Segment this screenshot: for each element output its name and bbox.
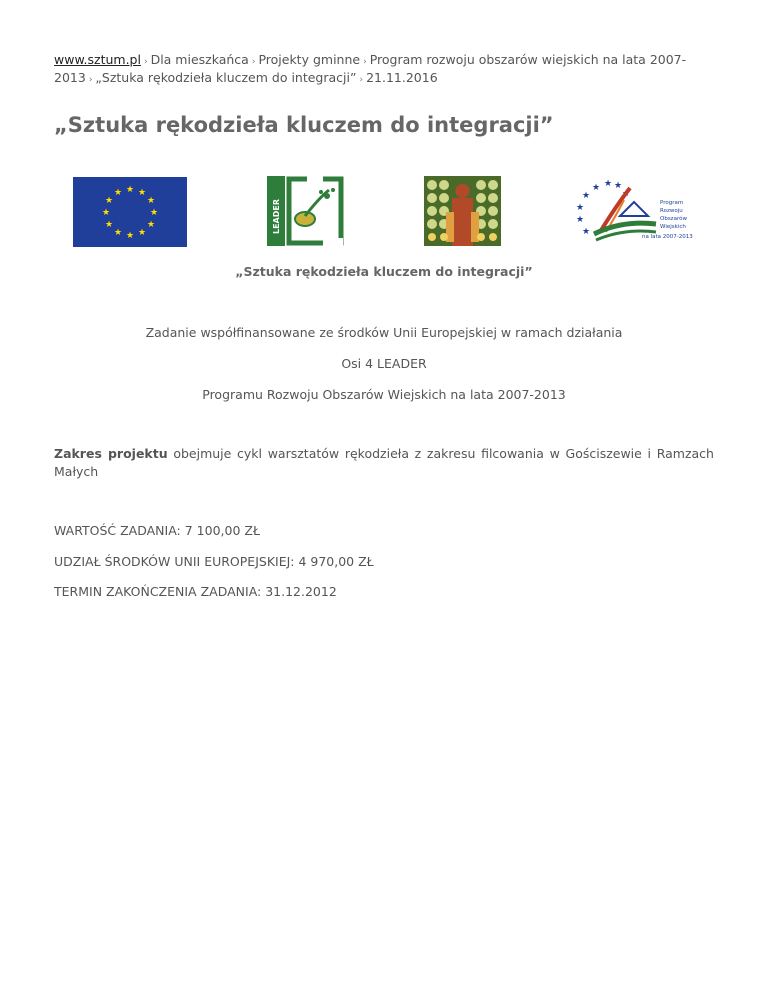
svg-text:★: ★: [104, 196, 114, 206]
logo-strip: [54, 176, 714, 248]
eu-flag-logo: [73, 177, 187, 247]
breadcrumb-separator: ›: [88, 75, 93, 85]
task-value: WARTOŚĆ ZADANIA: 7 100,00 ZŁ: [54, 523, 260, 538]
project-scope: [54, 445, 714, 481]
svg-text:★: ★: [149, 208, 159, 218]
svg-text:★: ★: [603, 179, 613, 189]
prow-logo-text: Wiejskich: [660, 224, 686, 230]
svg-text:★: ★: [101, 208, 111, 218]
task-deadline: TERMIN ZAKOŃCZENIA ZADANIA: 31.12.2012: [54, 584, 337, 599]
svg-text:★: ★: [591, 183, 601, 193]
scope-label: Zakres projektu: [54, 446, 168, 461]
breadcrumb-item[interactable]: Projekty gminne: [258, 52, 361, 67]
prow-logo: [572, 176, 700, 248]
breadcrumb-separator: ›: [359, 75, 364, 85]
prow-logo-text: Rozwoju: [660, 208, 683, 214]
svg-text:★: ★: [575, 215, 585, 225]
svg-text:★: ★: [581, 191, 591, 201]
breadcrumb-current: 21.11.2016: [366, 70, 438, 85]
eu-share: UDZIAŁ ŚRODKÓW UNII EUROPEJSKIEJ: 4 970,00 ZŁ: [54, 554, 374, 569]
svg-text:★: ★: [575, 203, 585, 213]
svg-text:★: ★: [146, 220, 156, 230]
page-content: [54, 0, 714, 599]
breadcrumb-item[interactable]: Program rozwoju obszarów wiejskich na lata 2007-2013: [54, 52, 687, 85]
prow-logo-text: Program: [660, 200, 684, 206]
breadcrumb-item[interactable]: „Sztuka rękodzieła kluczem do integracji”: [95, 70, 357, 85]
funding-line: Programu Rozwoju Obszarów Wiejskich na lata 2007-2013: [202, 387, 566, 402]
svg-text:★: ★: [125, 231, 135, 241]
project-subtitle: „Sztuka rękodzieła kluczem do integracji”: [235, 264, 533, 279]
breadcrumb-home-link[interactable]: www.sztum.pl: [54, 52, 141, 67]
breadcrumb-separator: ›: [251, 57, 256, 67]
svg-text:★: ★: [125, 185, 135, 195]
prow-logo-text: Obszarów: [660, 216, 687, 222]
breadcrumb-separator: ›: [363, 57, 367, 67]
svg-text:★: ★: [113, 188, 123, 198]
svg-text:★: ★: [137, 228, 147, 238]
breadcrumb-item[interactable]: Dla mieszkańca: [150, 52, 249, 67]
funding-line: Osi 4 LEADER: [341, 356, 427, 371]
page-title: „Sztuka rękodzieła kluczem do integracji”: [54, 113, 554, 137]
funding-line: Zadanie współfinansowane ze środków Unii Europejskiej w ramach działania: [145, 325, 623, 340]
breadcrumb-separator: ›: [143, 57, 148, 67]
svg-text:★: ★: [613, 181, 623, 191]
svg-text:★: ★: [104, 220, 114, 230]
svg-text:★: ★: [113, 228, 123, 238]
breadcrumb: [54, 52, 714, 88]
svg-text:★: ★: [137, 188, 147, 198]
leader-logo-text: LEADER: [272, 198, 281, 234]
svg-text:★: ★: [146, 196, 156, 206]
svg-text:★: ★: [621, 189, 631, 199]
scope-text: obejmuje cykl warsztatów rękodzieła z zakresu filcowania w Gościszewie i Ramzach Małych: [54, 446, 714, 479]
prow-logo-text: na lata 2007-2013: [642, 234, 693, 240]
svg-text:★: ★: [581, 227, 591, 237]
leader-logo: [267, 176, 344, 246]
lgd-logo: [424, 176, 501, 246]
